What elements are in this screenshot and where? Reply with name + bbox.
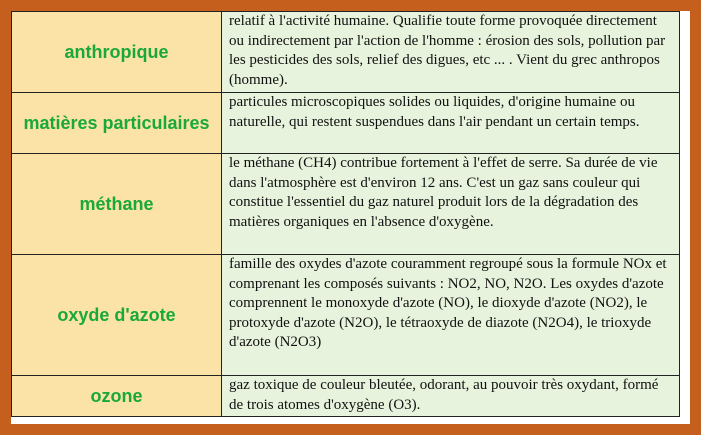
- definition-cell: [222, 376, 680, 417]
- glossary-table: [11, 11, 680, 417]
- table-row: [12, 12, 680, 93]
- definition-text: particules microscopiques solides ou liquides, d'origine humaine ou naturelle, qui restent suspendues dans l'air pendant un certain temps.: [229, 94, 640, 130]
- definition-text: le méthane (CH4) contribue fortement à l'effet de serre. Sa durée de vie dans l'atmosphère est d'environ 12 ans. C'est un gaz sans couleur qui constitue l'essentiel du gaz naturel produit lors de la dégradation des matières organiques en l'absence d'oxygène.: [229, 155, 658, 230]
- term-label: ozone: [90, 385, 143, 406]
- table-row: [12, 93, 680, 154]
- definition-text: relatif à l'activité humaine. Qualifie toute forme provoquée directement ou indirectement par l'action de l'homme : érosion des sols, pollution par les pesticides des sols, relief des digues, etc ... . Vient du grec anthropos (homme).: [229, 13, 666, 88]
- table-row: [12, 255, 680, 376]
- term-cell: [12, 255, 222, 376]
- term-cell: [12, 376, 222, 417]
- term-label: oxyde d'azote: [57, 304, 176, 325]
- term-cell: [12, 93, 222, 154]
- term-label: matières particulaires: [23, 112, 210, 133]
- definition-text: gaz toxique de couleur bleutée, odorant, au pouvoir très oxydant, formé de trois atomes d'oxygène (O3).: [229, 377, 659, 413]
- term-label: méthane: [79, 193, 154, 214]
- glossary-frame: [11, 11, 690, 424]
- term-cell: [12, 12, 222, 93]
- definition-cell: [222, 93, 680, 154]
- term-cell: [12, 154, 222, 255]
- definition-cell: [222, 12, 680, 93]
- table-row: [12, 154, 680, 255]
- definition-cell: [222, 255, 680, 376]
- definition-text: famille des oxydes d'azote couramment regroupé sous la formule NOx et comprenant les composés suivants : NO2, NO, N2O. Les oxydes d'azote comprennent le monoxyde d'azote (NO), le dioxyde d'azote (NO2), le protoxyde d'azote (N2O), le tétraoxyde de diazote (N2O4), le trioxyde d'azote (N2O3): [229, 256, 667, 350]
- table-row: [12, 376, 680, 417]
- term-label: anthropique: [64, 41, 169, 62]
- definition-cell: [222, 154, 680, 255]
